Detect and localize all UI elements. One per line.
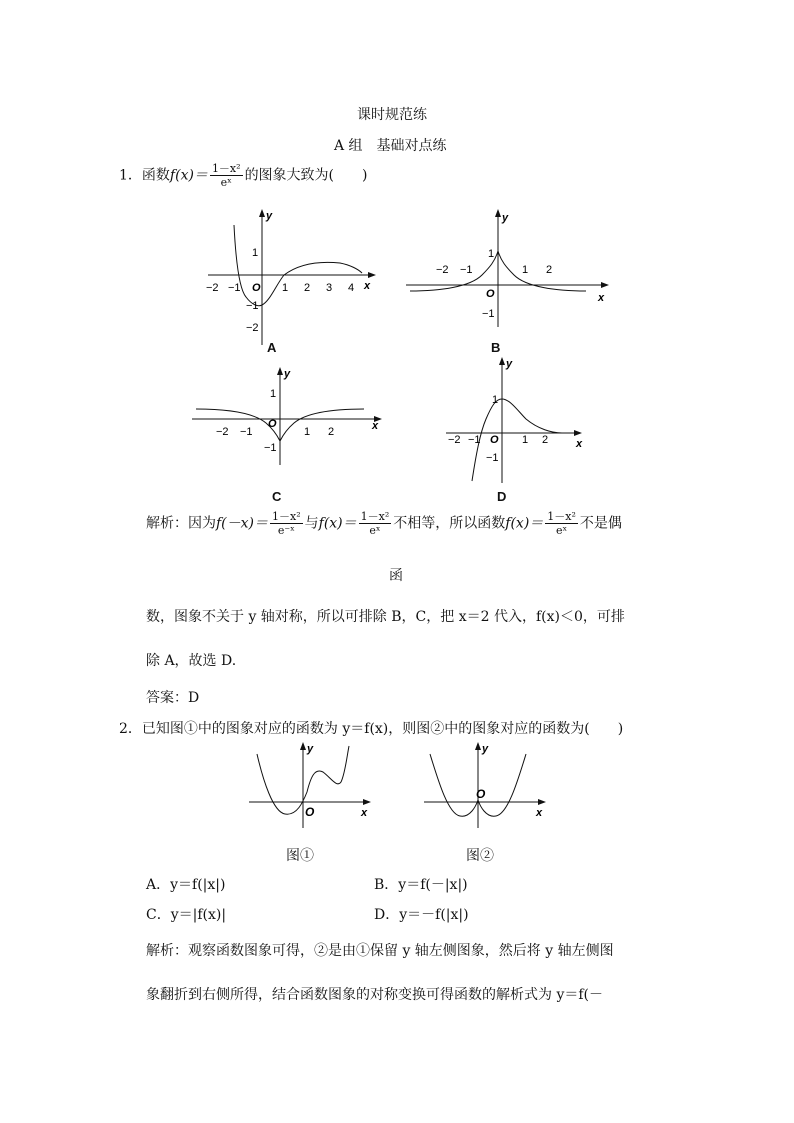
svg-text:1: 1 bbox=[492, 394, 499, 406]
svg-text:2: 2 bbox=[304, 282, 311, 294]
svg-text:y: y bbox=[284, 368, 291, 380]
svg-text:O: O bbox=[490, 434, 499, 446]
svg-text:3: 3 bbox=[326, 282, 333, 294]
svg-text:−1: −1 bbox=[246, 300, 259, 312]
svg-text:4: 4 bbox=[348, 282, 355, 294]
option-a: A．y＝f(|x|) bbox=[146, 877, 226, 893]
graph-a bbox=[200, 205, 380, 355]
graph-a-label: A bbox=[267, 340, 277, 355]
svg-text:x: x bbox=[536, 807, 543, 819]
svg-text:1: 1 bbox=[522, 264, 529, 276]
graph-c-label: C bbox=[272, 489, 282, 504]
y-axis-label: y bbox=[266, 210, 273, 222]
svg-text:−2: −2 bbox=[216, 426, 229, 438]
question-1-stem: 1．函数f(x)＝ $\frac{\text{1－x²}}{\text{eˣ}}$ 的图象大致为( ) bbox=[119, 162, 368, 189]
option-b: B．y＝f(－|x|) bbox=[374, 877, 468, 893]
svg-text:O: O bbox=[305, 805, 315, 819]
svg-text:O: O bbox=[268, 418, 277, 430]
svg-text:−1: −1 bbox=[486, 452, 499, 464]
svg-text:−2: −2 bbox=[206, 282, 219, 294]
svg-text:1: 1 bbox=[252, 247, 259, 259]
figure-2 bbox=[420, 740, 550, 830]
svg-text:y: y bbox=[307, 743, 314, 755]
page-title: 课时规范练 bbox=[357, 107, 427, 123]
svg-text:O: O bbox=[252, 282, 261, 294]
svg-text:−1: −1 bbox=[264, 442, 277, 454]
svg-text:O: O bbox=[486, 288, 495, 300]
svg-text:−2: −2 bbox=[436, 264, 449, 276]
x-axis-label: x bbox=[364, 280, 371, 292]
figure-2-label: 图② bbox=[466, 848, 494, 864]
q1-analysis-line3: 除 A，故选 D. bbox=[146, 653, 237, 669]
svg-text:2: 2 bbox=[546, 264, 553, 276]
figure-1 bbox=[245, 740, 375, 830]
graph-b bbox=[400, 205, 615, 330]
svg-text:x: x bbox=[576, 438, 583, 450]
graph-d-label: D bbox=[497, 489, 507, 504]
q2-analysis-line1: 解析：观察函数图象可得，②是由①保留 y 轴左侧图象，然后将 y 轴左侧图 bbox=[146, 943, 614, 959]
svg-text:1: 1 bbox=[282, 282, 289, 294]
svg-text:y: y bbox=[482, 743, 489, 755]
section-subtitle: A 组 基础对点练 bbox=[334, 138, 447, 154]
question-2-stem: 2．已知图①中的图象对应的函数为 y＝f(x)，则图②中的图象对应的函数为( ) bbox=[119, 721, 624, 737]
svg-text:x: x bbox=[372, 420, 379, 432]
graph-d bbox=[440, 355, 590, 485]
svg-text:y: y bbox=[506, 358, 513, 370]
q1-analysis-wrap: 函 bbox=[389, 568, 403, 584]
svg-text:1: 1 bbox=[270, 388, 277, 400]
svg-text:2: 2 bbox=[542, 434, 549, 446]
svg-text:−1: −1 bbox=[240, 426, 253, 438]
svg-text:−1: −1 bbox=[482, 308, 495, 320]
q1-answer: 答案：D bbox=[146, 690, 200, 706]
svg-text:−2: −2 bbox=[246, 322, 259, 334]
svg-text:1: 1 bbox=[522, 434, 529, 446]
svg-text:y: y bbox=[502, 212, 509, 224]
graph-b-label: B bbox=[491, 340, 501, 355]
svg-text:−1: −1 bbox=[468, 434, 481, 446]
svg-text:−2: −2 bbox=[448, 434, 461, 446]
svg-text:1: 1 bbox=[304, 426, 311, 438]
option-c: C．y＝|f(x)| bbox=[146, 907, 227, 923]
fraction: $\frac{\text{1－x²}}{\text{eˣ}}$ bbox=[211, 162, 241, 189]
svg-text:−1: −1 bbox=[460, 264, 473, 276]
svg-text:2: 2 bbox=[328, 426, 335, 438]
option-d: D．y＝－f(|x|) bbox=[374, 907, 469, 923]
graph-c bbox=[188, 365, 388, 475]
svg-text:1: 1 bbox=[488, 248, 495, 260]
svg-text:x: x bbox=[598, 292, 605, 304]
svg-text:x: x bbox=[361, 807, 368, 819]
figure-1-label: 图① bbox=[286, 848, 314, 864]
svg-text:−1: −1 bbox=[228, 282, 241, 294]
q2-analysis-line2: 象翻折到右侧所得，结合函数图象的对称变换可得函数的解析式为 y＝f(－ bbox=[146, 987, 604, 1003]
q1-analysis-line2: 数，图象不关于 y 轴对称，所以可排除 B，C，把 x＝2 代入，f(x)＜0，可排 bbox=[146, 609, 625, 625]
svg-text:O: O bbox=[476, 787, 486, 801]
q1-analysis-line1: 解析：因为f(－x)＝ $\frac{\text{1－x²}}{\text{e⁻ˣ}}$ 与f(x)＝ $\frac{\text{1－x²}}{\text{eˣ}}$ 不相等，所以函数f(x)＝ $\frac{\text{1－x²}}{\text{eˣ}}$ 不是偶 bbox=[146, 510, 622, 537]
